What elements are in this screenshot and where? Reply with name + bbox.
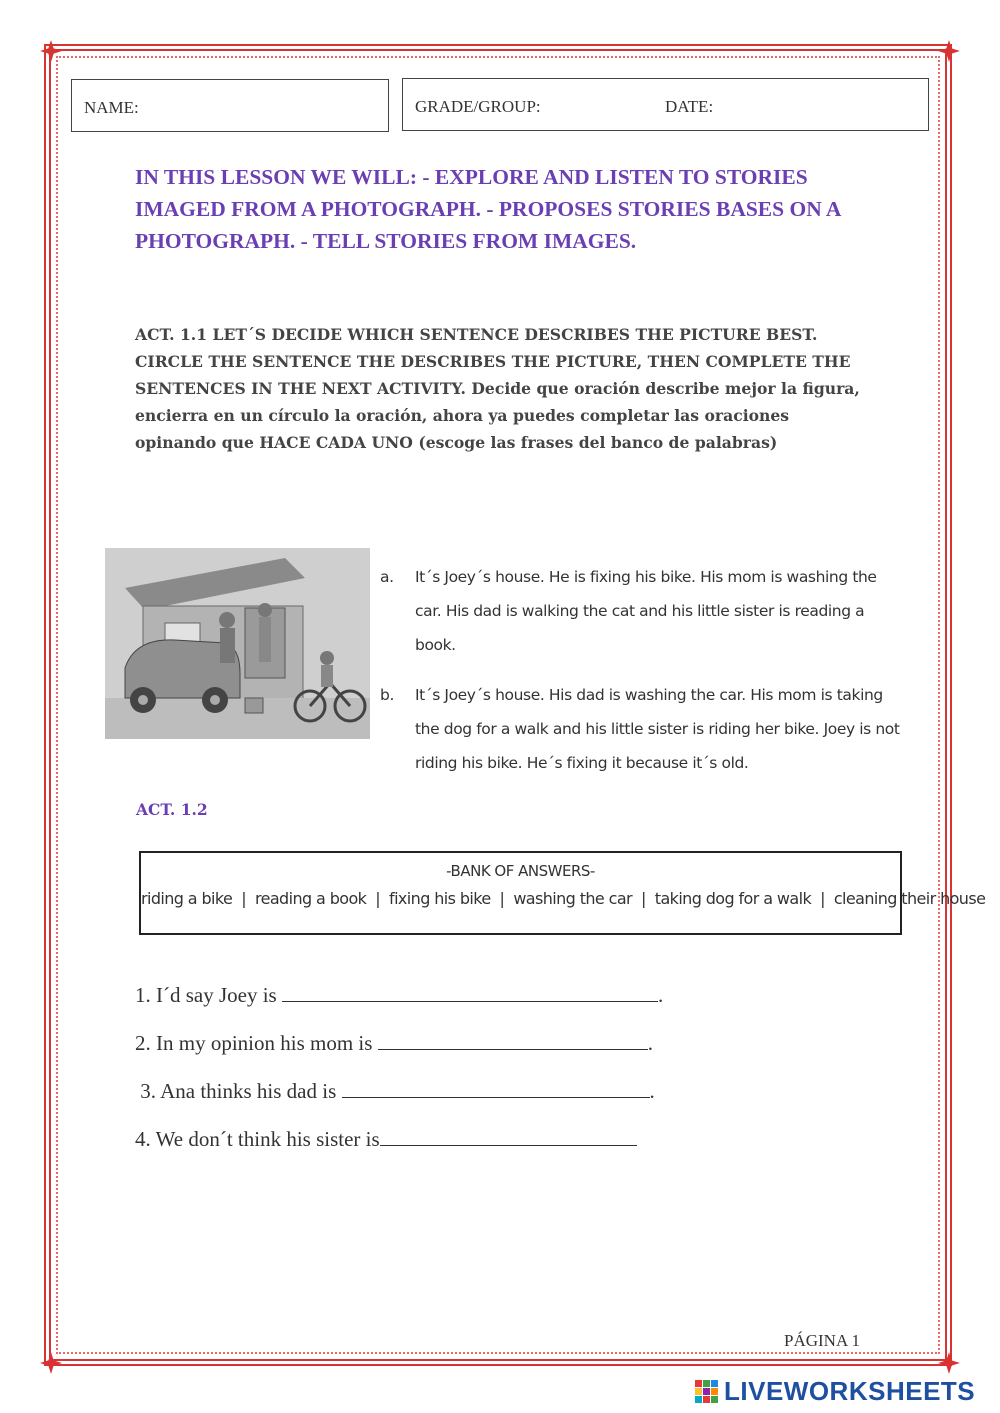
- activity-1-2-label: ACT. 1.2: [136, 800, 208, 819]
- sentence-prefix: 1. I´d say Joey is: [135, 983, 282, 1007]
- grade-label: GRADE/GROUP:: [415, 97, 541, 116]
- answer-bank: [139, 851, 986, 935]
- name-label: NAME:: [84, 98, 139, 117]
- answer-bank-title: -BANK OF ANSWERS-: [446, 862, 595, 880]
- logo-text: LIVEWORKSHEETS: [724, 1375, 976, 1406]
- answer-blank[interactable]: [342, 1079, 650, 1098]
- name-field[interactable]: [71, 79, 389, 132]
- option-b[interactable]: [380, 678, 900, 780]
- sentence-prefix: 2. In my opinion his mom is: [135, 1031, 378, 1055]
- family-picture: [105, 548, 370, 739]
- answer-bank-items: riding a bike | reading a book | fixing his bike | washing the car | taking dog for a walk | cleaning their house: [141, 889, 986, 908]
- option-letter: a.: [380, 568, 394, 586]
- sentence-1: [135, 983, 663, 1008]
- activity-1-1-instructions: ACT. 1.1 LET´S DECIDE WHICH SENTENCE DESCRIBES THE PICTURE BEST. CIRCLE THE SENTENCE THE DESCRIBES THE PICTURE, THEN COMPLETE THE SENTENCES IN THE NEXT ACTIVITY. Decide que oración describe mejor la figura, encierra en un círculo la oración, ahora ya puedes completar las oraciones opinando que HACE CADA UNO (escoge las frases del banco de palabras): [135, 325, 860, 452]
- sentence-3: [135, 1079, 655, 1104]
- logo-icon: [695, 1380, 718, 1403]
- sentence-suffix: .: [649, 1079, 655, 1103]
- answer-blank[interactable]: [380, 1127, 637, 1146]
- sentence-prefix: 4. We don´t think his sister is: [135, 1127, 380, 1151]
- liveworksheets-logo[interactable]: [695, 1375, 975, 1407]
- sentence-prefix: 3. Ana thinks his dad is: [135, 1079, 342, 1103]
- option-text: It´s Joey´s house. He is fixing his bike. His mom is washing the car. His dad is walking the cat and his little sister is reading a book.: [415, 568, 877, 654]
- sentence-suffix: .: [657, 983, 664, 1007]
- option-text: It´s Joey´s house. His dad is washing the car. His mom is taking the dog for a walk and his little sister is riding her bike. Joey is not riding his bike. He´s fixing it because it´s old.: [415, 686, 900, 772]
- option-letter: b.: [380, 686, 394, 704]
- family-illustration: [105, 548, 370, 739]
- sentence-4: [135, 1127, 637, 1152]
- answer-options: [380, 560, 900, 796]
- page-number: PÁGINA 1: [784, 1331, 861, 1350]
- answer-blank[interactable]: [378, 1031, 648, 1050]
- grade-date-field[interactable]: [402, 78, 929, 131]
- sentence-suffix: .: [647, 1031, 653, 1055]
- date-label: DATE:: [665, 97, 714, 116]
- sentence-2: [135, 1031, 653, 1056]
- lesson-objectives: IN THIS LESSON WE WILL: - EXPLORE AND LISTEN TO STORIES IMAGED FROM A PHOTOGRAPH. - PROPOSES STORIES BASES ON A PHOTOGRAPH. - TELL STORIES FROM IMAGES.: [135, 165, 841, 253]
- answer-blank[interactable]: [282, 983, 658, 1002]
- option-a[interactable]: [380, 560, 900, 662]
